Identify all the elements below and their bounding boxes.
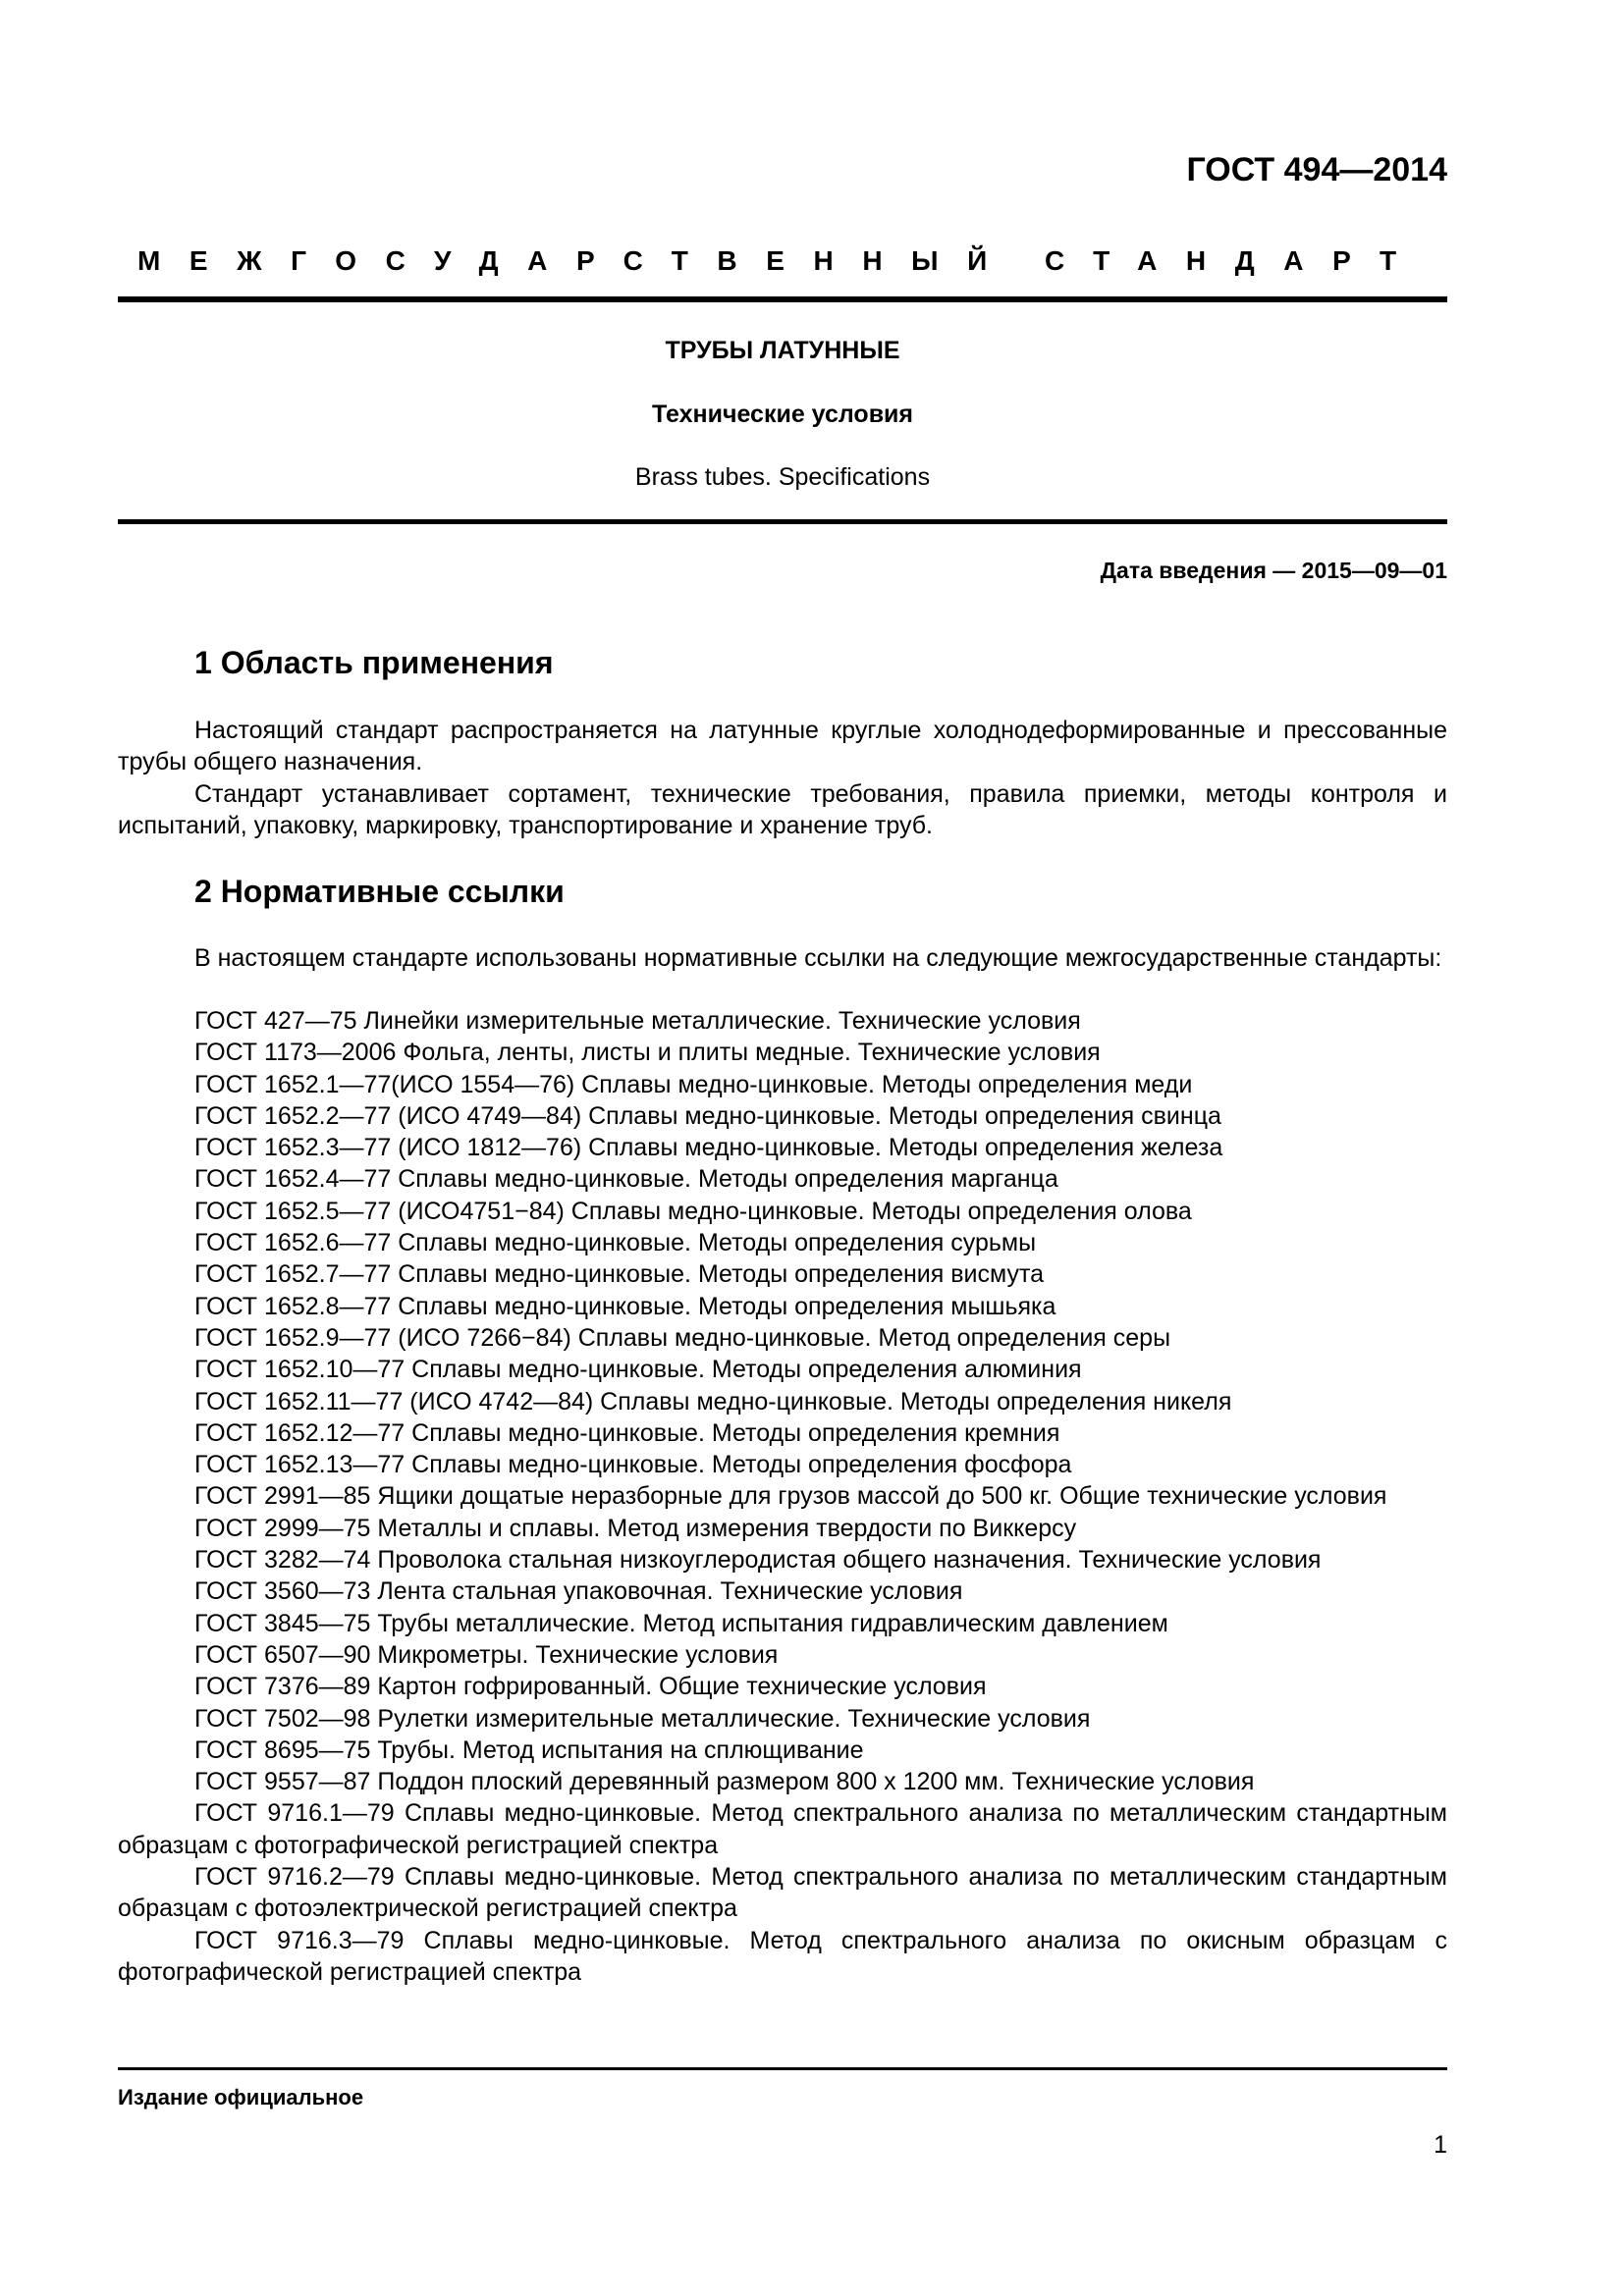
reference-item: ГОСТ 3282—74 Проволока стальная низкоуглеродистая общего назначения. Технические условия [194,1546,1322,1575]
section-2-heading: 2 Нормативные ссылки [194,874,565,909]
reference-item: ГОСТ 1652.1—77(ИСО 1554—76) Сплавы медно-цинковые. Методы определения меди [194,1070,1193,1098]
reference-item: ГОСТ 2991—85 Ящики дощатые неразборные для грузов массой до 500 кг. Общие технические условия [194,1482,1387,1511]
reference-item: ГОСТ 1652.3—77 (ИСО 1812—76) Сплавы медно-цинковые. Методы определения железа [194,1134,1223,1162]
reference-item: ГОСТ 8695—75 Трубы. Метод испытания на сплющивание [194,1735,864,1764]
banner-word-standard: СТАНДАРТ [1045,245,1426,276]
title-divider [118,519,1447,524]
reference-item: ГОСТ 1652.11—77 (ИСО 4742—84) Сплавы медно-цинковые. Методы определения никеля [194,1387,1232,1415]
document-title: ТРУБЫ ЛАТУННЫЕ [665,337,900,364]
document-subtitle: Технические условия [651,400,914,428]
reference-item: ГОСТ 1652.4—77 Сплавы медно-цинковые. Методы определения марганца [194,1165,1058,1194]
top-divider [118,296,1447,302]
paragraph: Настоящий стандарт распространяется на латунные круглые холоднодеформированные и прессованные трубы общего назначения. [118,717,1447,776]
standard-number: ГОСТ 494—2014 [1186,151,1447,188]
document-title-english: Brass tubes. Specifications [634,463,931,491]
reference-item: ГОСТ 1652.6—77 Сплавы медно-цинковые. Методы определения сурьмы [194,1229,1037,1257]
paragraph: Стандарт устанавливает сортамент, технические требования, правила приемки, методы контроля и испытаний, упаковку, маркировку, транспортирование и хранение труб. [118,779,1447,839]
reference-item: ГОСТ 1652.2—77 (ИСО 4749—84) Сплавы медно-цинковые. Методы определения свинца [194,1101,1221,1130]
reference-item: ГОСТ 2999—75 Металлы и сплавы. Метод измерения твердости по Виккерсу [194,1514,1077,1542]
normative-references-list [118,1005,1447,1988]
reference-item: ГОСТ 1652.10—77 Сплавы медно-цинковые. Методы определения алюминия [194,1356,1082,1384]
banner-word-interstate: МЕЖГОСУДАРСТВЕННЫЙ [137,245,1016,276]
section-2-intro [118,942,1447,974]
reference-item: ГОСТ 1173—2006 Фольга, ленты, листы и плиты медные. Технические условия [194,1039,1101,1067]
section-1-body [118,715,1447,841]
reference-item: ГОСТ 1652.5—77 (ИСО4751−84) Сплавы медно-цинковые. Методы определения олова [194,1197,1192,1225]
official-edition-note: Издание официальное [118,2085,364,2109]
reference-item: ГОСТ 3845—75 Трубы металлические. Метод испытания гидравлическим давлением [194,1609,1168,1637]
reference-item: ГОСТ 9557—87 Поддон плоский деревянный размером 800 х 1200 мм. Технические условия [194,1768,1255,1796]
reference-item: ГОСТ 1652.12—77 Сплавы медно-цинковые. Методы определения кремния [194,1418,1060,1447]
reference-item: ГОСТ 1652.8—77 Сплавы медно-цинковые. Методы определения мышьяка [194,1292,1056,1320]
reference-item: ГОСТ 9716.3—79 Сплавы медно-цинковые. Метод спектрального анализа по окисным образцам с фотографической регистрацией спектра [118,1926,1447,1986]
page-number: 1 [1434,2131,1447,2159]
paragraph: В настоящем стандарте использованы нормативные ссылки на следующие межгосударственные стандарты: [194,944,1442,972]
reference-item: ГОСТ 9716.1—79 Сплавы медно-цинковые. Метод спектрального анализа по металлическим стандартным образцам с фотографической регистрацией спектра [118,1799,1447,1859]
introduction-date: Дата введения — 2015—09—01 [1100,558,1447,583]
footer-divider [118,2067,1447,2070]
reference-item: ГОСТ 3560—73 Лента стальная упаковочная. Технические условия [194,1577,963,1606]
reference-item: ГОСТ 1652.9—77 (ИСО 7266−84) Сплавы медно-цинковые. Метод определения серы [194,1323,1171,1352]
section-1-heading: 1 Область применения [194,645,554,680]
reference-item: ГОСТ 6507—90 Микрометры. Технические условия [194,1640,779,1669]
reference-item: ГОСТ 7502—98 Рулетки измерительные металлические. Технические условия [194,1704,1091,1733]
reference-item: ГОСТ 9716.2—79 Сплавы медно-цинковые. Метод спектрального анализа по металлическим стандартным образцам с фотоэлектрической регистрацией спектра [118,1863,1447,1923]
reference-item: ГОСТ 7376—89 Картон гофрированный. Общие технические условия [194,1673,987,1701]
reference-item: ГОСТ 1652.7—77 Сплавы медно-цинковые. Методы определения висмута [194,1260,1045,1289]
reference-item: ГОСТ 1652.13—77 Сплавы медно-цинковые. Методы определения фосфора [194,1451,1072,1479]
reference-item: ГОСТ 427—75 Линейки измерительные металлические. Технические условия [194,1007,1081,1035]
